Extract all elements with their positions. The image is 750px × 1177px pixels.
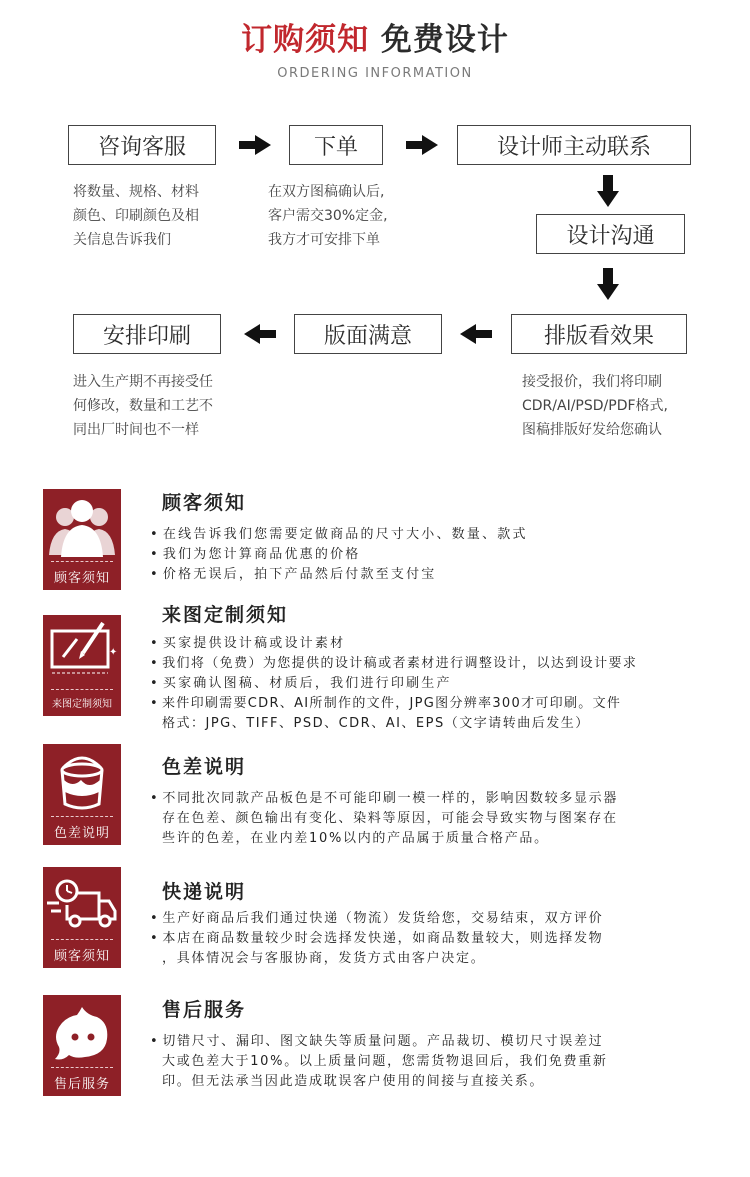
flow-note-order: 在双方图稿确认后, 客户需交30%定金, 我方才可安排下单 — [268, 184, 388, 248]
divider — [51, 689, 113, 690]
divider — [51, 1067, 113, 1068]
flow-note-consult: 将数量、规格、材料 颜色、印刷颜色及相 关信息告诉我们 — [73, 184, 199, 248]
section-line: • 我们为您计算商品优惠的价格 — [150, 543, 360, 562]
page-subtitle: ORDERING INFORMATION — [277, 66, 473, 81]
arrow-right-icon — [406, 135, 438, 155]
arrow-right-icon — [239, 135, 271, 155]
svg-text:✦: ✦ — [109, 647, 118, 658]
arrow-down-icon — [597, 268, 619, 300]
section-title: 色差说明 — [162, 756, 247, 778]
customers-icon — [43, 491, 121, 561]
delivery-truck-icon — [43, 869, 121, 939]
flow-step-consult: 咨询客服 — [68, 125, 216, 165]
section-icon-tile — [43, 615, 121, 716]
section-title: 快递说明 — [162, 881, 247, 903]
divider — [51, 561, 113, 562]
section-title: 来图定制须知 — [162, 604, 289, 626]
design-drawing-icon — [43, 617, 121, 687]
section-icon-caption: 售后服务 — [53, 1077, 110, 1092]
flow-note-arrange-print: 进入生产期不再接受任 何修改，数量和工艺不 同出厂时间也不一样 — [73, 374, 213, 438]
section-icon-tile — [43, 867, 121, 968]
flow-step-design-communication: 设计沟通 — [536, 214, 685, 254]
section-icon-caption: 来图定制须知 — [52, 699, 112, 710]
section-line: • 买家确认图稿、材质后，我们进行印刷生产 — [150, 672, 452, 691]
section-line: • 本店在商品数量较少时会选择发快递，如商品数量较大，则选择发物 — [150, 927, 603, 946]
section-line: 些许的色差，在业内差10%以内的产品属于质量合格产品。 — [162, 831, 549, 846]
section-line: 印。但无法承当因此造成耽误客户使用的间接与直接关系。 — [162, 1074, 545, 1089]
section-icon-tile — [43, 489, 121, 590]
title-dark-part: 免费设计 — [380, 22, 509, 58]
flow-note-layout-preview: 接受报价，我们将印刷 CDR/AI/PSD/PDF格式, 图稿排版好发给您确认 — [522, 374, 668, 438]
section-line: • 在线告诉我们您需要定做商品的尺寸大小、数量、款式 — [150, 523, 528, 542]
arrow-down-icon — [597, 175, 619, 207]
paint-bucket-icon — [43, 746, 121, 816]
section-line: ，具体情况会与客服协商，发货方式由客户决定。 — [162, 951, 486, 966]
arrow-left-icon — [460, 324, 492, 344]
section-icon-caption: 色差说明 — [53, 826, 110, 841]
section-line: • 价格无误后，拍下产品然后付款至支付宝 — [150, 563, 436, 582]
section-line: 大或色差大于10%。以上质量问题，您需货物退回后，我们免费重新 — [162, 1054, 608, 1069]
flow-step-layout-preview: 排版看效果 — [511, 314, 687, 354]
chat-bubble-icon — [43, 997, 121, 1067]
section-line: • 我们将（免费）为您提供的设计稿或者素材进行调整设计，以达到设计要求 — [150, 652, 637, 671]
section-line: 格式：JPG、TIFF、PSD、CDR、AI、EPS（文字请转曲后发生） — [162, 716, 590, 731]
flow-step-order: 下单 — [289, 125, 383, 165]
section-icon-caption: 顾客须知 — [53, 949, 110, 964]
section-icon-caption: 顾客须知 — [53, 571, 110, 586]
section-line: • 切错尺寸、漏印、图文缺失等质量问题。产品裁切、模切尺寸误差过 — [150, 1030, 603, 1049]
page-title — [0, 14, 750, 59]
section-title: 顾客须知 — [162, 492, 247, 514]
flow-step-designer-contact: 设计师主动联系 — [457, 125, 691, 165]
flow-step-layout-satisfied: 版面满意 — [294, 314, 442, 354]
section-line: 存在色差、颜色输出有变化、染料等原因，可能会导致实物与图案存在 — [162, 811, 618, 826]
section-icon-tile — [43, 995, 121, 1096]
arrow-left-icon — [244, 324, 276, 344]
section-line: • 买家提供设计稿或设计素材 — [150, 632, 345, 651]
section-line: • 不同批次同款产品板色是不可能印刷一模一样的，影响因数较多显示器 — [150, 787, 618, 806]
flow-step-arrange-print: 安排印刷 — [73, 314, 221, 354]
divider — [51, 939, 113, 940]
section-line: • 生产好商品后我们通过快递（物流）发货给您，交易结束，双方评价 — [150, 907, 603, 926]
section-icon-tile — [43, 744, 121, 845]
section-title: 售后服务 — [162, 999, 247, 1021]
divider — [51, 816, 113, 817]
title-red-part: 订购须知 — [241, 22, 370, 58]
section-line: • 来件印刷需要CDR、AI所制作的文件，JPG图分辨率300才可印刷。文件 — [150, 692, 621, 711]
